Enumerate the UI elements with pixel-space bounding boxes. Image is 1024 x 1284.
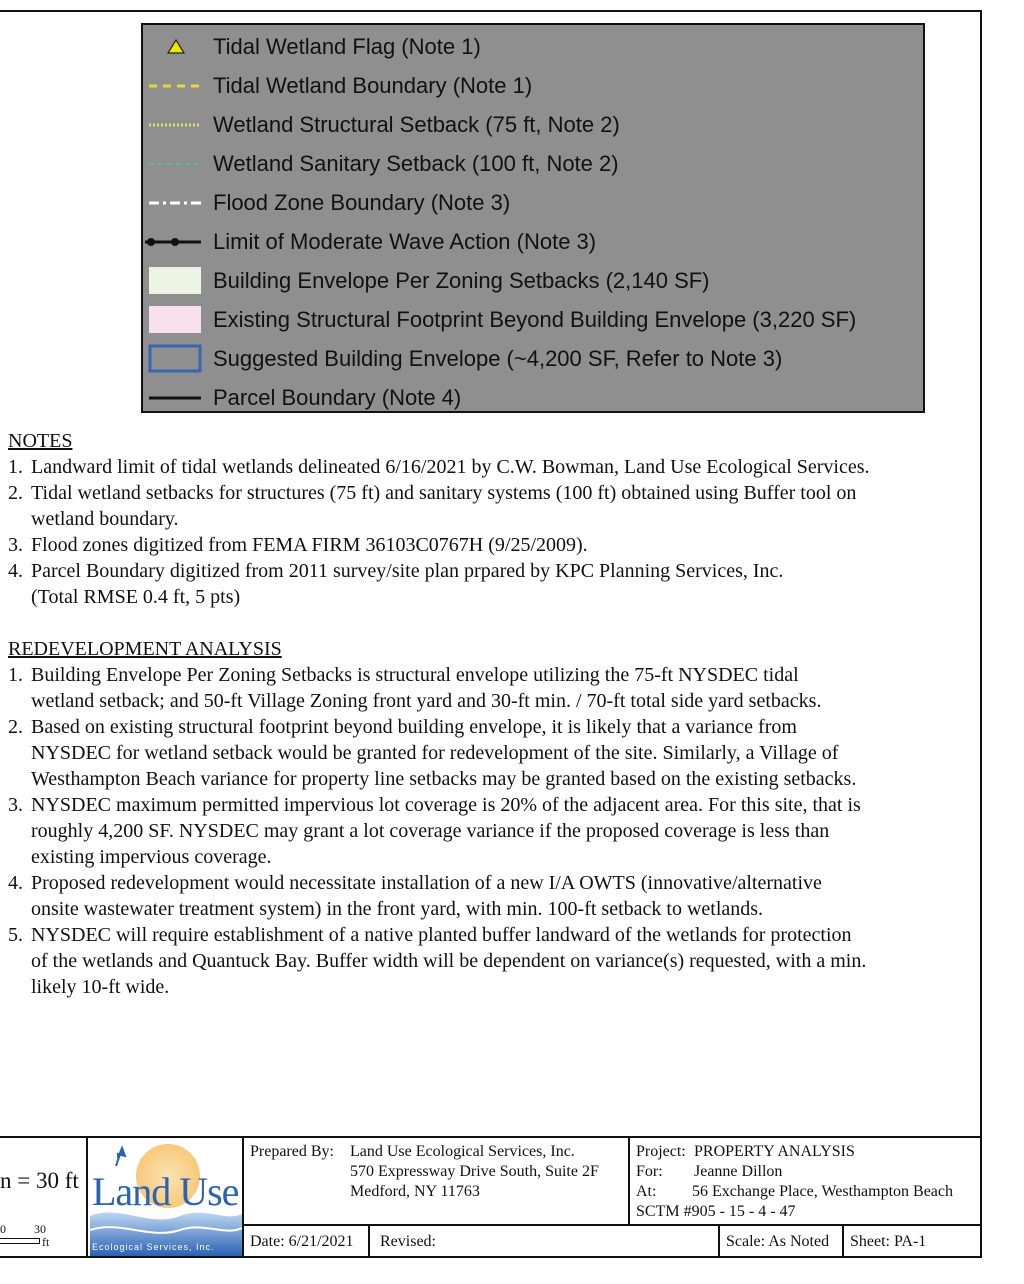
- item-line: NYSDEC for wetland setback would be granted for redevelopment of the site. Similarly, a Village of: [31, 742, 839, 764]
- note-line: Parcel Boundary digitized from 2011 survey/site plan prpared by KPC Planning Services, Inc.: [31, 560, 784, 582]
- legend-label: Limit of Moderate Wave Action (Note 3): [213, 228, 597, 254]
- item-line: NYSDEC will require establishment of a native planted buffer landward of the wetlands for protection: [31, 924, 852, 946]
- note-line: wetland boundary.: [31, 508, 179, 530]
- legend-item-suggested-envelope: [143, 339, 923, 378]
- prepared-by-line: Medford, NY 11763: [350, 1183, 480, 1200]
- item-line: existing impervious coverage.: [31, 846, 272, 868]
- solid-black-line-icon: [143, 378, 205, 417]
- legend-item-parcel-boundary: [143, 378, 923, 417]
- notes-list: [8, 454, 978, 610]
- title-block: [0, 1136, 982, 1258]
- at-label: At:: [636, 1183, 657, 1200]
- note-line: Landward limit of tidal wetlands delineated 6/16/2021 by C.W. Bowman, Land Use Ecological Services.: [31, 456, 870, 478]
- item-line: wetland setback; and 50-ft Village Zoning front yard and 30-ft min. / 70-ft total side yard setbacks.: [31, 690, 822, 712]
- legend-item-sanitary-setback: [143, 144, 923, 183]
- map-legend: [141, 23, 925, 413]
- notes-heading: NOTES: [8, 430, 73, 452]
- legend-label: Building Envelope Per Zoning Setbacks (2,140 SF): [213, 267, 710, 293]
- redevelopment-list: [8, 662, 978, 1000]
- redevelopment-heading: REDEVELOPMENT ANALYSIS: [8, 638, 282, 660]
- dotted-yellowgreen-line-icon: [143, 105, 205, 144]
- list-item: [8, 714, 978, 792]
- list-item: [8, 792, 978, 870]
- project-value: PROPERTY ANALYSIS: [694, 1143, 855, 1160]
- dashed-yellow-line-icon: [143, 66, 205, 105]
- sheet-border-top: [0, 10, 982, 12]
- at-value: 56 Exchange Place, Westhampton Beach: [692, 1183, 953, 1200]
- item-number: 4.: [8, 872, 23, 894]
- list-item: [8, 662, 978, 714]
- list-item: [8, 922, 978, 1000]
- item-line: likely 10-ft wide.: [31, 976, 170, 998]
- date-field: Date: 6/21/2021: [250, 1233, 354, 1250]
- legend-label: Wetland Sanitary Setback (100 ft, Note 2): [213, 150, 619, 176]
- dash-dot-white-line-icon: [143, 183, 205, 222]
- scale-bar-end-label: 30: [34, 1222, 46, 1236]
- logo-text: Land Use: [92, 1169, 239, 1214]
- revised-field: Revised:: [380, 1233, 436, 1250]
- legend-item-building-envelope: [143, 261, 923, 300]
- dot-black-line-icon: [143, 222, 205, 261]
- item-line: of the wetlands and Quantuck Bay. Buffer width will be dependent on variance(s) requested, with a min.: [31, 950, 867, 972]
- scale-bar: [0, 1220, 86, 1254]
- item-line: Building Envelope Per Zoning Setbacks is structural envelope utilizing the 75-ft NYSDEC tidal: [31, 664, 799, 686]
- divider: [842, 1224, 844, 1256]
- dashed-teal-line-icon: [143, 144, 205, 183]
- logo-subtext: Ecological Services, Inc.: [92, 1242, 215, 1252]
- sctm-number: SCTM #905 - 15 - 4 - 47: [636, 1203, 796, 1220]
- prepared-by-line: 570 Expressway Drive South, Suite 2F: [350, 1163, 599, 1180]
- scale-field: Scale: As Noted: [726, 1233, 830, 1250]
- note-line: Tidal wetland setbacks for structures (75 ft) and sanitary systems (100 ft) obtained using Buffer tool on: [31, 482, 857, 504]
- for-label: For:: [636, 1163, 663, 1180]
- item-line: Proposed redevelopment would necessitate installation of a new I/A OWTS (innovative/alternative: [31, 872, 822, 894]
- legend-item-structural-setback: [143, 105, 923, 144]
- scale-bar-unit-label: ft: [42, 1235, 50, 1249]
- sheet-border-right: [980, 10, 982, 1258]
- list-item: [8, 454, 978, 480]
- pink-fill-swatch-icon: [143, 300, 205, 339]
- divider: [242, 1138, 244, 1256]
- divider: [718, 1224, 720, 1256]
- legend-label: Existing Structural Footprint Beyond Building Envelope (3,220 SF): [213, 306, 857, 332]
- blue-outline-swatch-icon: [143, 339, 205, 378]
- divider: [242, 1224, 982, 1226]
- item-number: 2.: [8, 716, 23, 738]
- note-line: Flood zones digitized from FEMA FIRM 36103C0767H (9/25/2009).: [31, 534, 588, 556]
- legend-item-wetland-flag: [143, 27, 923, 66]
- green-fill-swatch-icon: [143, 261, 205, 300]
- legend-item-wave-action: [143, 222, 923, 261]
- legend-label: Wetland Structural Setback (75 ft, Note 2): [213, 111, 620, 137]
- divider: [368, 1224, 370, 1256]
- legend-item-existing-footprint: [143, 300, 923, 339]
- note-number: 4.: [8, 560, 23, 582]
- legend-item-flood-zone: [143, 183, 923, 222]
- sheet-field: Sheet: PA-1: [850, 1233, 927, 1250]
- item-line: Based on existing structural footprint beyond building envelope, it is likely that a variance from: [31, 716, 797, 738]
- triangle-yellow-icon: [143, 27, 205, 66]
- scale-ratio-text: n = 30 ft: [0, 1168, 79, 1193]
- item-number: 1.: [8, 664, 23, 686]
- legend-label: Suggested Building Envelope (~4,200 SF, Refer to Note 3): [213, 345, 783, 371]
- prepared-by-label: Prepared By:: [250, 1143, 334, 1160]
- scale-bar-graphic: [0, 1238, 40, 1244]
- notes-section: [8, 428, 978, 1000]
- item-line: NYSDEC maximum permitted impervious lot coverage is 20% of the adjacent area. For this site, that is: [31, 794, 861, 816]
- note-line: (Total RMSE 0.4 ft, 5 pts): [31, 586, 241, 608]
- item-line: Westhampton Beach variance for property line setbacks may be granted based on the existing setbacks.: [31, 768, 857, 790]
- legend-label: Tidal Wetland Boundary (Note 1): [213, 72, 533, 98]
- note-number: 2.: [8, 482, 23, 504]
- list-item: [8, 532, 978, 558]
- scale-bar-start-label: 0: [0, 1222, 6, 1236]
- list-item: [8, 480, 978, 532]
- note-number: 1.: [8, 456, 23, 478]
- prepared-by-line: Land Use Ecological Services, Inc.: [350, 1143, 575, 1160]
- divider: [628, 1138, 630, 1226]
- company-logo: [90, 1138, 242, 1256]
- item-number: 5.: [8, 924, 23, 946]
- item-number: 3.: [8, 794, 23, 816]
- legend-label: Flood Zone Boundary (Note 3): [213, 189, 511, 215]
- project-label: Project:: [636, 1143, 686, 1160]
- legend-label: Tidal Wetland Flag (Note 1): [213, 33, 481, 59]
- item-line: onsite wastewater treatment system) in the front yard, with min. 100-ft setback to wetlands.: [31, 898, 764, 920]
- list-item: [8, 558, 978, 610]
- divider: [86, 1138, 88, 1256]
- legend-label: Parcel Boundary (Note 4): [213, 384, 462, 410]
- legend-item-wetland-boundary: [143, 66, 923, 105]
- item-line: roughly 4,200 SF. NYSDEC may grant a lot coverage variance if the proposed coverage is less than: [31, 820, 830, 842]
- list-item: [8, 870, 978, 922]
- for-value: Jeanne Dillon: [694, 1163, 783, 1180]
- note-number: 3.: [8, 534, 23, 556]
